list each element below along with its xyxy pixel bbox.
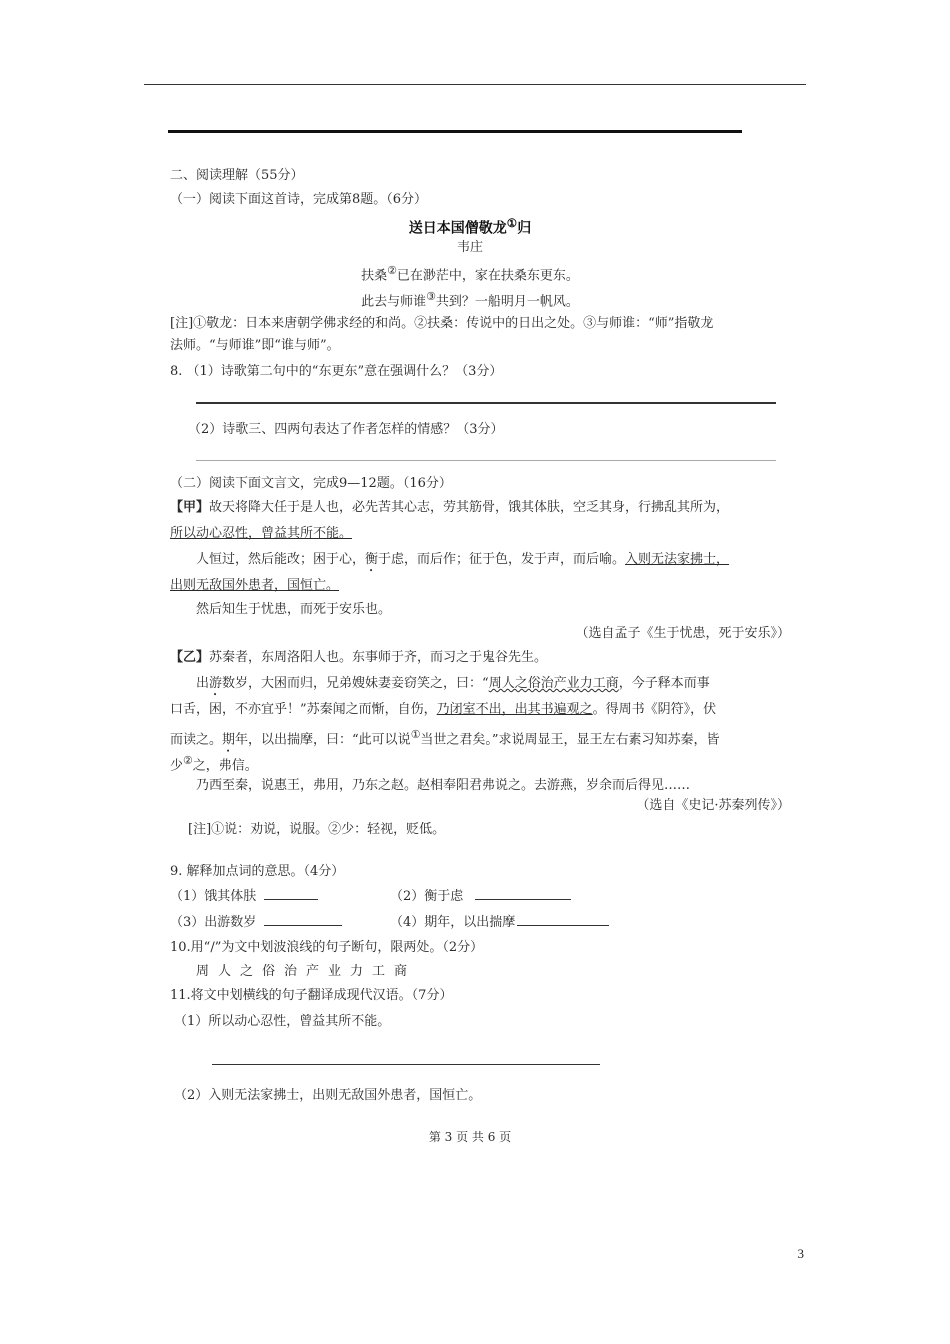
scanned-exam-page [160,118,800,1148]
poem-title: 送日本国僧敬龙①归 [408,216,532,237]
answer-blank-9-4[interactable] [517,914,609,926]
page-number: 3 [797,1246,804,1261]
section-title: 二、阅读理解（55分） [170,168,304,183]
question-10: 10.用“/”为文中划波浪线的句子断句，限两处。（2分） [170,940,484,955]
passage-jia-underlined-2: 出则无敌国外患者，国恒亡。 [170,578,340,593]
answer-blank-9-3[interactable] [264,914,342,926]
passage-jia-line-5: 然后知生于忧患，而死于安乐也。 [196,602,392,617]
question-8-1: 8. （1）诗歌第二句中的“东更东”意在强调什么？（3分） [170,364,503,379]
passage-yi-line-5: 少②之，弗信。 [170,754,258,774]
scan-top-bar [168,130,742,133]
question-11-1: （1）所以动心忍性，曾益其所不能。 [174,1014,391,1029]
question-9-3: （3）出游数岁 [170,914,342,931]
header-rule [144,84,806,85]
question-8-2: （2）诗歌三、四两句表达了作者怎样的情感？（3分） [188,422,504,437]
question-9-4: （4）期年，以出揣摩 [390,914,609,931]
question-11-2: （2）入则无法家拂士，出则无敌国外患者，国恒亡。 [174,1088,482,1103]
passage-jia-source: （选自孟子《生于忧患，死于安乐》） [575,626,790,641]
question-9-2: （2）衡于虑 [390,888,571,905]
poem-note-line-2: 法师。“与师谁”即“谁与师”。 [170,338,340,353]
question-10-sentence: 周人之俗治产业力工商 [196,964,417,979]
part1-instruction: （一）阅读下面这首诗，完成第8题。（6分） [170,192,428,207]
poem-line-1: 扶桑②已在渺茫中，家在扶桑东更东。 [361,264,579,284]
answer-line-8-2[interactable] [196,460,776,461]
passage-yi-line-3: 口舌，困，不亦宜乎！”苏秦闻之而惭，自伤，乃闭室不出，出其书遍观之。得周书《阴符》，伏 [170,702,717,717]
passage-jia-underlined-1: 所以动心忍性，曾益其所不能。 [170,526,353,541]
answer-line-11-1[interactable] [212,1064,600,1065]
question-9-1: （1）饿其体肤 [170,888,318,905]
part2-instruction: （二）阅读下面文言文，完成9—12题。（16分） [170,476,452,491]
passage-yi-line-1: 【乙】苏秦者，东周洛阳人也。东事师于齐，而习之于鬼谷先生。 [170,650,548,665]
answer-blank-9-2[interactable] [475,888,571,900]
passage-yi-line-6: 乃西至秦，说惠王，弗用，乃东之赵。赵相奉阳君弗说之。去游燕，岁余而后得见…… [196,778,691,793]
answer-line-8-1[interactable] [196,402,776,404]
inner-page-footer: 第 3 页 共 6 页 [428,1130,512,1144]
passage-yi-note: [注]①说：劝说，说服。②少：轻视，贬低。 [188,822,446,837]
question-9: 9. 解释加点词的意思。（4分） [170,864,345,879]
passage-jia-line-1: 【甲】故天将降大任于是人也，必先苦其心志，劳其筋骨，饿其体肤，空乏其身，行拂乱其所为， [170,500,730,515]
passage-yi-line-2: 出游数岁，大困而归，兄弟嫂妹妻妾窃笑之，曰：“周人之俗治产业力工商，今子释本而事 [196,676,710,691]
poem-line-2: 此去与师谁③共到？一船明月一帆风。 [361,290,579,310]
answer-blank-9-1[interactable] [264,888,318,900]
passage-yi-source: （选自《史记·苏秦列传》） [636,798,790,813]
poem-author: 韦庄 [456,240,483,255]
question-11: 11.将文中划横线的句子翻译成现代汉语。（7分） [170,988,453,1003]
poem-note-line-1: [注]①敬龙：日本来唐朝学佛求经的和尚。②扶桑：传说中的日出之处。③与师谁：“师”指敬龙 [170,316,714,331]
passage-yi-line-4: 而读之。期年，以出揣摩，曰：“此可以说①当世之君矣。”求说周显王，显王左右素习知苏秦，皆 [170,728,720,748]
passage-jia-line-3: 人恒过，然后能改；困于心，衡于虑，而后作；征于色，发于声，而后喻。入则无法家拂士， [196,552,730,567]
